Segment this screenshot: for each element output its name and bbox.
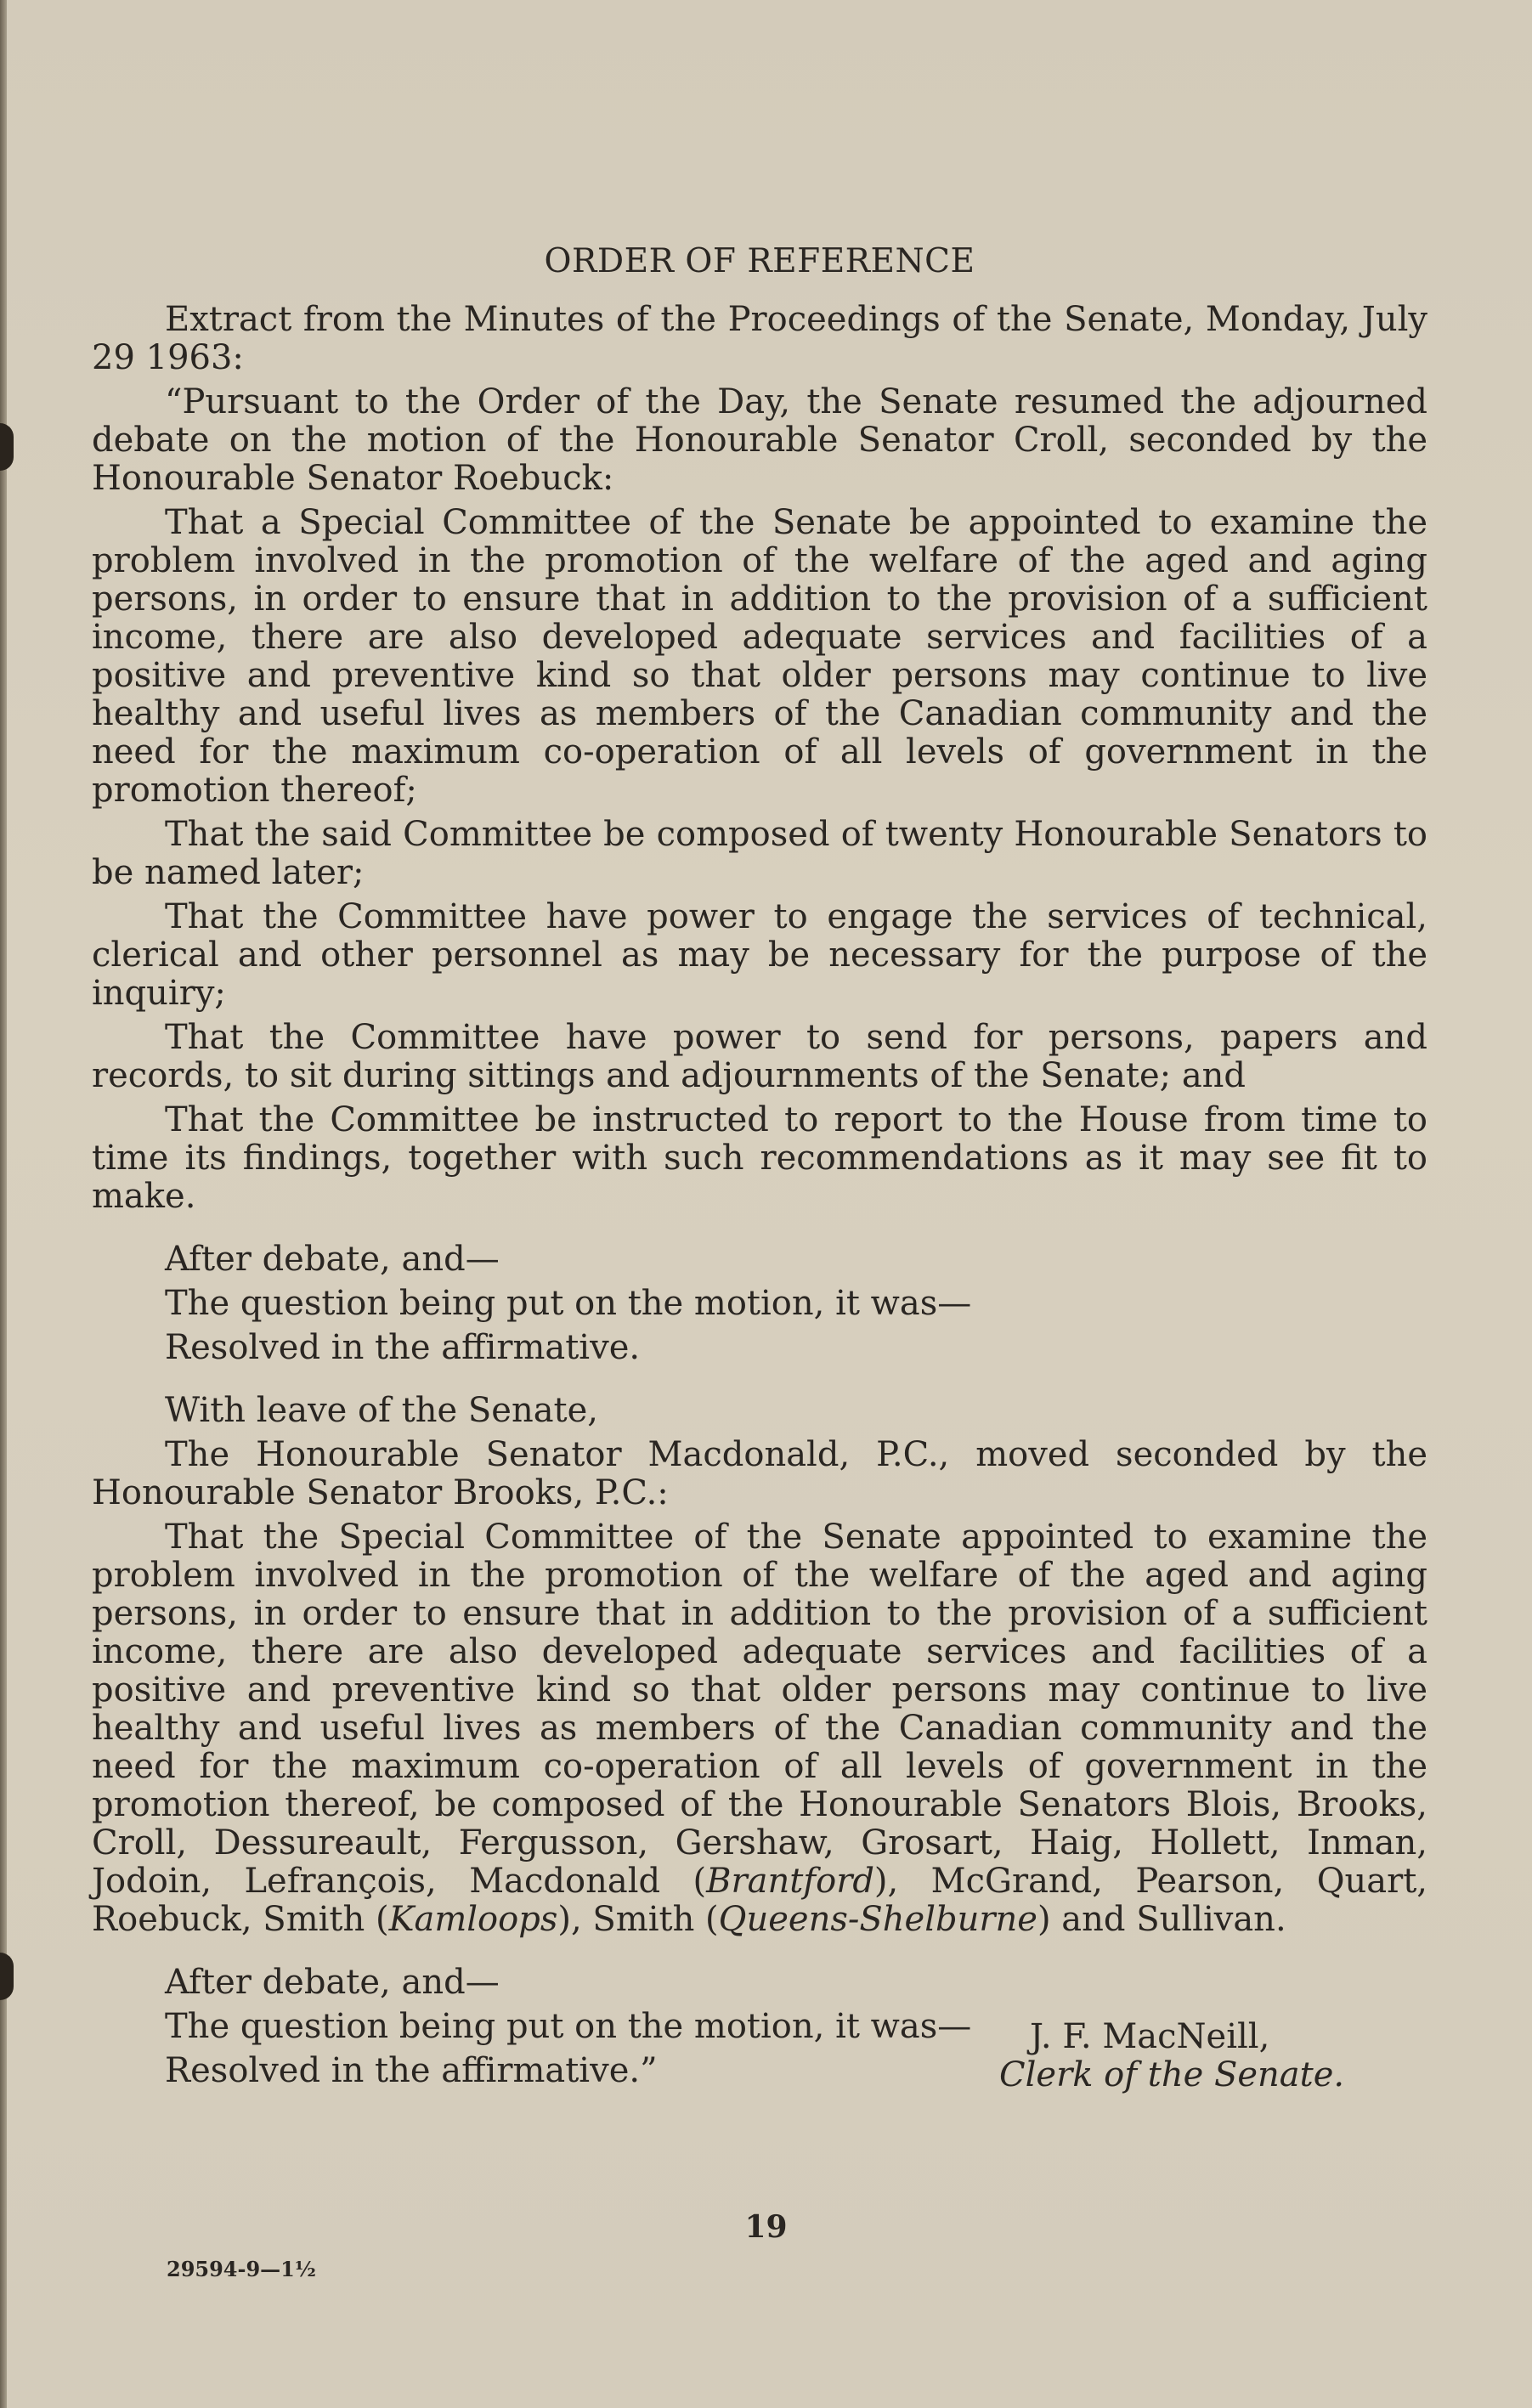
page-number: 19 [744,2209,788,2245]
resolution-line: The question being put on the motion, it was— [165,2007,972,2046]
paragraph-extract: Extract from the Minutes of the Proceedings of the Senate, Monday, July 29 1963: [92,300,1427,377]
paragraph-special-committee: That a Special Committee of the Senate be appointed to examine the problem involved in the promotion of the welfare of the aged and aging persons, in order to ensure that in addition to the provision of a sufficient income, there are also developed adequate services and facilities of a positive and preventive kind so that older persons may continue to live healthy and useful lives as members of the Canadian community and the need for the maximum co-operation of all levels of government in the promotion thereof; [92,503,1427,810]
print-code: 29594-9—1½ [167,2257,316,2281]
page-title: ORDER OF REFERENCE [544,242,975,280]
document-body [92,242,1427,2096]
resolution-line: The question being put on the motion, it was— [165,1284,972,1323]
paragraph-committee-members: That the Special Committee of the Senate appointed to examine the problem involved in the promotion of the welfare of the aged and aging persons, in order to ensure that in addition to the provision of a sufficient income, there are also developed adequate services and facilities of a positive and preventive kind so that older persons may continue to live healthy and useful lives as members of the Canadian community and the need for the maximum co-operation of all levels of government in the promotion thereof, be composed of the Honourable Senators Blois, Brooks, Croll, Dessureault, Fergusson, Gershaw, Grosart, Haig, Hollett, Inman, Jodoin, Lefrançois, Macdonald (Brantford), McGrand, Pearson, Quart, Roebuck, Smith (Kamloops), Smith (Queens-Shelburne) and Sullivan. [92,1518,1427,1939]
leave-line: With leave of the Senate, [165,1391,599,1430]
binding-hole [0,1953,14,2000]
paragraph-macdonald-motion: The Honourable Senator Macdonald, P.C., moved seconded by the Honourable Senator Brooks, P.C.: [92,1435,1427,1512]
signature-block [999,2018,1344,2094]
binding-hole [0,423,14,471]
paragraph-report: That the Committee be instructed to report to the House from time to time its findings, together with such recommendations as it may see fit to make. [92,1100,1427,1216]
resolution-line: After debate, and— [165,1240,500,1279]
paragraph-power: That the Committee have power to send for persons, papers and records, to sit during sittings and adjournments of the Senate; and [92,1018,1427,1095]
resolution-line: Resolved in the affirmative.” [165,2051,658,2090]
resolution-line: After debate, and— [165,1963,500,2002]
paragraph-pursuant: “Pursuant to the Order of the Day, the Senate resumed the adjourned debate on the motion of the Honourable Senator Croll, seconded by the Honourable Senator Roebuck: [92,382,1427,498]
resolution-line: Resolved in the affirmative. [165,1328,641,1367]
paragraph-personnel: That the Committee have power to engage the services of technical, clerical and other personnel as may be necessary for the purpose of the inquiry; [92,897,1427,1013]
paragraph-composition: That the said Committee be composed of twenty Honourable Senators to be named later; [92,815,1427,892]
signatory-title: Clerk of the Senate. [999,2055,1345,2094]
signatory-name: J. F. MacNeill, [1030,2017,1270,2056]
binding-edge [0,0,7,2408]
